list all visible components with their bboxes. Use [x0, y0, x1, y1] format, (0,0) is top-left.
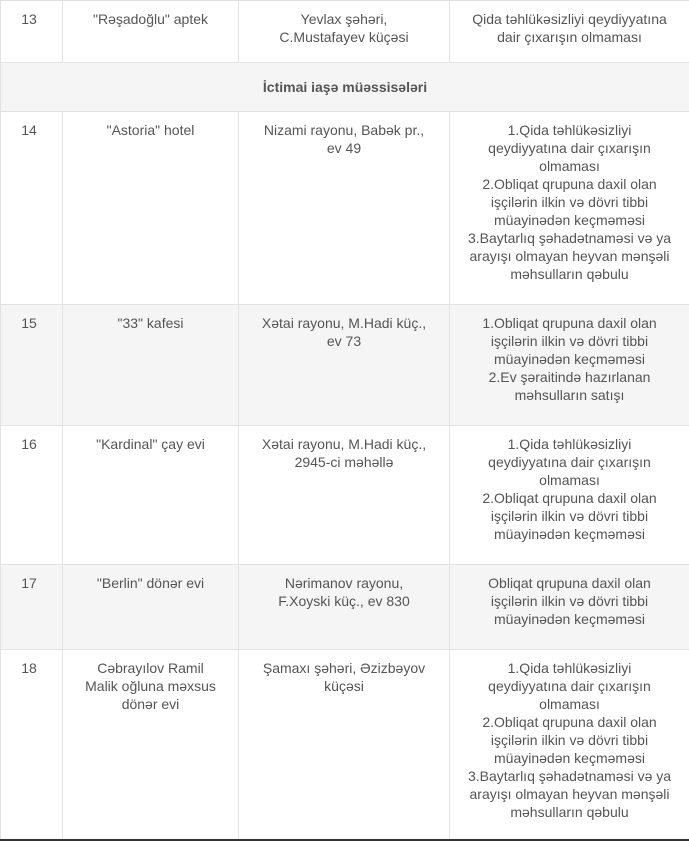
row-number-cell: [1, 305, 63, 426]
violation-description: 1.Obliqat qrupuna daxil olan işçilərin ilkin və dövri tibbi müayinədən keçməməsi 2.Ev şəraitində hazırlanan məhsulların satışı: [482, 315, 657, 403]
row-number: 18: [21, 660, 37, 676]
establishment-name-cell: [63, 650, 239, 841]
violation-description: Qida təhlükəsizliyi qeydiyyatına dair çıxarışın olmaması: [472, 11, 667, 45]
table-row: [1, 305, 689, 426]
violation-description-cell: [450, 426, 689, 565]
violation-description-cell: [450, 112, 689, 305]
table-row: [1, 112, 689, 305]
establishment-address: Xətai rayonu, M.Hadi küç., 2945-ci məhəllə: [261, 436, 427, 470]
violation-description: 1.Qida təhlükəsizliyi qeydiyyatına dair çıxarışın olmaması 2.Obliqat qrupuna daxil olan işçilərin ilkin və dövri tibbi müayinədən keçməməsi 3.Baytarlıq şəhadətnaməsi və ya arayışı olmayan heyvan mənşəli məhsulların qəbulu: [467, 660, 672, 820]
row-number: 14: [21, 122, 37, 138]
establishment-address: Nərimanov rayonu, F.Xoyski küç., ev 830: [278, 575, 410, 609]
row-number: 17: [21, 575, 37, 591]
establishment-name: "33" kafesi: [117, 315, 184, 331]
establishment-name-cell: [63, 112, 239, 305]
establishment-name-cell: [63, 1, 239, 63]
establishment-name: "Astoria" hotel: [106, 122, 195, 138]
row-number-cell: [1, 565, 63, 650]
violation-description-cell: [450, 650, 689, 841]
violation-description-cell: [450, 305, 689, 426]
violation-description: Obliqat qrupuna daxil olan işçilərin ilkin və dövri tibbi müayinədən keçməməsi: [488, 575, 651, 627]
violation-description: 1.Qida təhlükəsizliyi qeydiyyatına dair çıxarışın olmaması 2.Obliqat qrupuna daxil olan işçilərin ilkin və dövri tibbi müayinədən keçməməsi 3.Baytarlıq şəhadətnaməsi və ya arayışı olmayan heyvan mənşəli məhsulların qəbulu: [467, 122, 672, 282]
section-row: [1, 63, 689, 112]
row-number-cell: [1, 650, 63, 841]
establishment-name-cell: [63, 565, 239, 650]
establishment-address: Nizami rayonu, Babək pr., ev 49: [263, 122, 425, 156]
row-number-cell: [1, 426, 63, 565]
establishment-address: Şamaxı şəhəri, Əzizbəyov küçəsi: [262, 660, 426, 694]
row-number-cell: [1, 112, 63, 305]
establishment-address: Xətai rayonu, M.Hadi küç., ev 73: [261, 315, 427, 349]
violation-description-cell: [450, 565, 689, 650]
row-number-cell: [1, 1, 63, 63]
violation-description: 1.Qida təhlükəsizliyi qeydiyyatına dair çıxarışın olmaması 2.Obliqat qrupuna daxil olan işçilərin ilkin və dövri tibbi müayinədən keçməməsi: [482, 436, 657, 542]
row-number: 13: [21, 11, 37, 27]
table-body: [1, 1, 689, 841]
establishment-address-cell: [239, 305, 450, 426]
establishment-name-cell: [63, 426, 239, 565]
establishment-address-cell: [239, 426, 450, 565]
section-heading: İctimai iaşə müəssisələri: [1, 63, 689, 112]
table-row: [1, 426, 689, 565]
table-row: [1, 565, 689, 650]
establishment-address-cell: [239, 565, 450, 650]
table-row: [1, 1, 689, 63]
row-number: 15: [21, 315, 37, 331]
establishment-name: "Rəşadoğlu" aptek: [92, 11, 208, 27]
establishment-name-cell: [63, 305, 239, 426]
violation-description-cell: [450, 1, 689, 63]
row-number: 16: [21, 436, 37, 452]
establishment-name: Cəbrayılov Ramil Malik oğluna məxsus dönər evi: [85, 660, 216, 712]
table-row: [1, 650, 689, 841]
establishment-address-cell: [239, 112, 450, 305]
establishment-name: "Kardinal" çay evi: [96, 436, 205, 452]
establishment-name: "Berlin" dönər evi: [96, 575, 205, 591]
establishment-address-cell: [239, 650, 450, 841]
establishment-address-cell: [239, 1, 450, 63]
establishment-address: Yevlax şəhəri, C.Mustafayev küçəsi: [279, 11, 409, 45]
